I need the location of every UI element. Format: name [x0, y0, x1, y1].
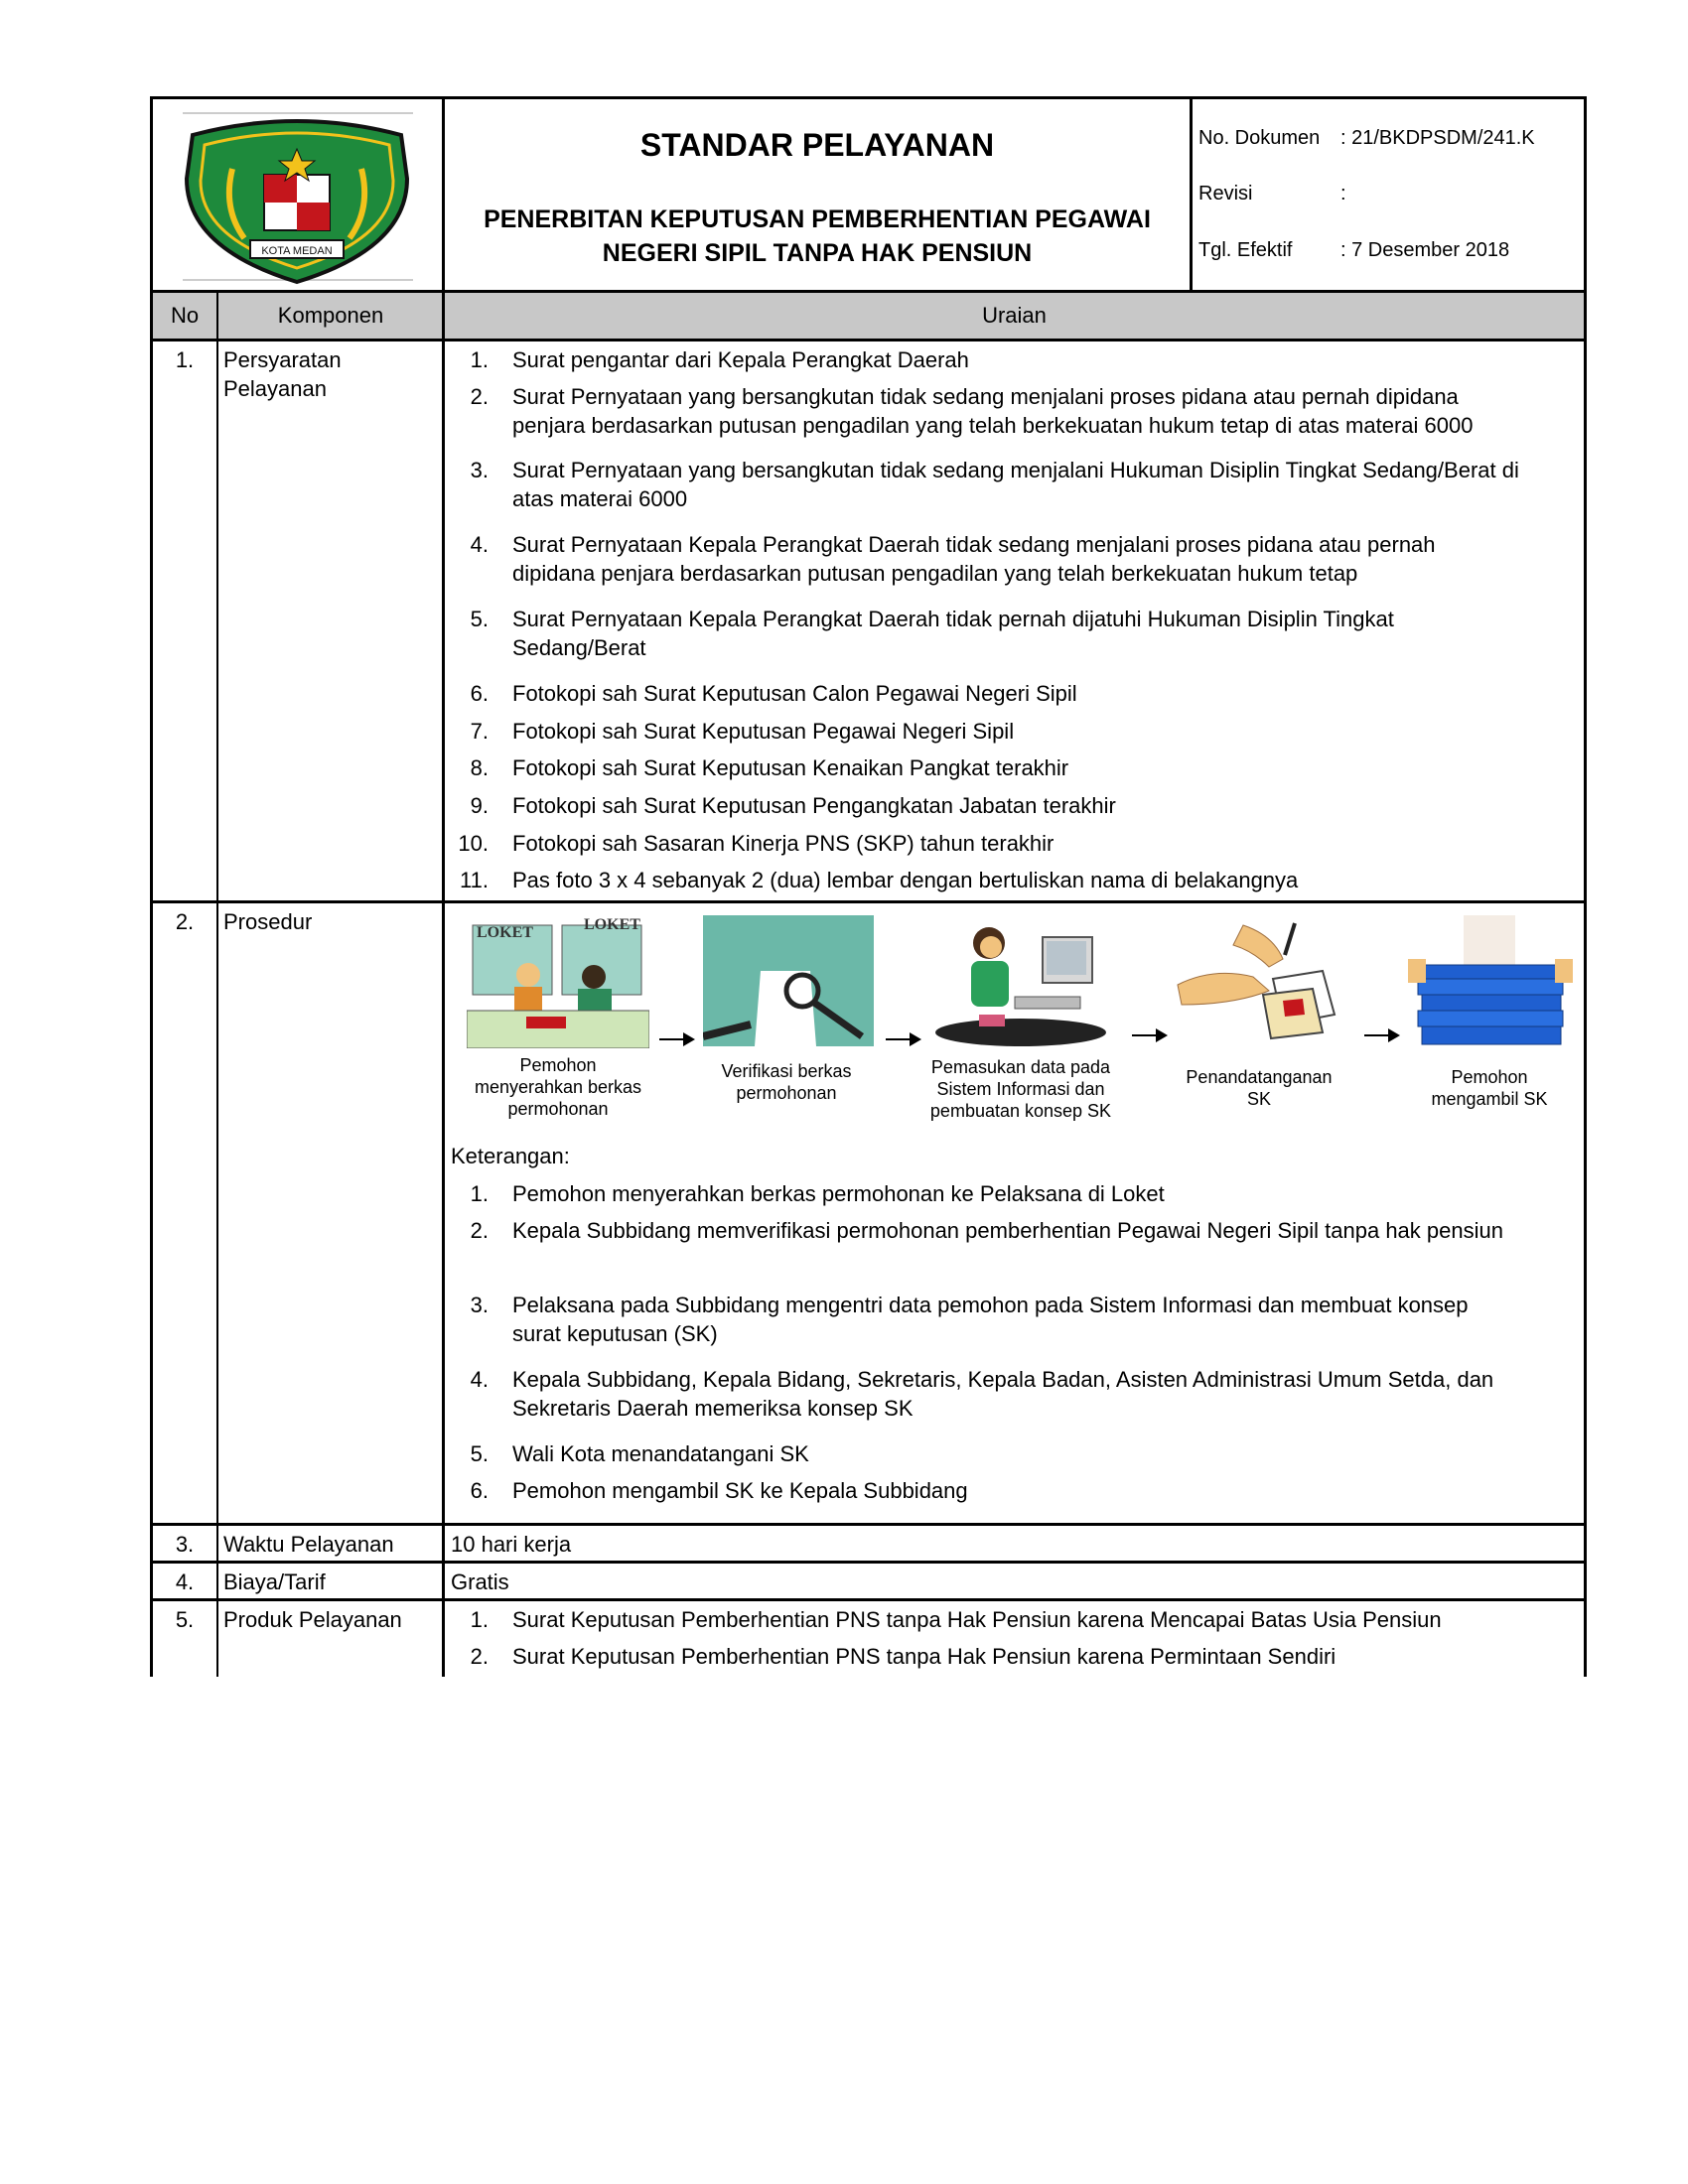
table-row-prosedur: 2. Prosedur LOKET LOKET Pemohon menyerahkan berkas permohonan Verifikasi berkas permohonan Pemasukan data pada Sistem Informasi dan pembuatan konsep SK Penandatanganan SK Pemohon mengambil SK Keterangan: 1. Pemohon menyerahkan berkas permohonan ke Pelaksana di Loket 2. Kepala Subbidang memverifikasi permohonan pemberhentian Pegawai Negeri Sipil tanpa hak pensiun 3. Pelaksana pada Subbidang mengentri data pemohon pada Sistem Informasi dan membuat konsep surat keputusan (SK) 4. Kepala Subbidang, Kepala Bidang, Sekretaris, Kepala Badan, Asisten Administrasi Umum Setda, dan Sekretaris Daerah memeriksa konsep SK 5. Wali Kota menandatangani SK 6. Pemohon mengambil SK ke Kepala Subbidang [153, 903, 1584, 1526]
header-no: No [170, 303, 200, 328]
header-uraian: Uraian [982, 303, 1047, 328]
subtitle-line: NEGERI SIPIL TANPA HAK PENSIUN [602, 239, 1033, 267]
flow-arrow [1132, 1034, 1166, 1036]
meta-row [1198, 127, 1535, 150]
table-row-waktu [153, 1526, 1584, 1564]
keterangan-label: Keterangan: [451, 1144, 570, 1168]
row-komponen [219, 345, 442, 403]
komponen-line: Pelayanan [223, 376, 327, 401]
meta-row [1198, 183, 1346, 205]
verification-magnifier-icon [703, 915, 874, 1046]
table-row-produk: 5. Produk Pelayanan 1. Surat Keputusan Pemberhentian PNS tanpa Hak Pensiun karena Mencapai Batas Usia Pensiun 2. Surat Keputusan Pemberhentian PNS tanpa Hak Pensiun karena Permintaan Sendiri [153, 1601, 1584, 1677]
step-caption: Penandatanganan SK [1186, 1067, 1333, 1109]
header-komponen: Komponen [277, 303, 384, 328]
row-number: 1. [175, 347, 195, 372]
signing-document-icon [1174, 915, 1344, 1046]
table-row-persyaratan: 1. Persyaratan Pelayanan 1. Surat pengantar dari Kepala Perangkat Daerah 2. Surat Pernyataan yang bersangkutan tidak sedang menjalani proses pidana atau pernah dipidana penjara berdasarkan putusan pengadilan yang telah berkekuatan hukum tetap di atas materai 6000 3. Surat Pernyataan yang bersangkutan tidak sedang menjalani Hukuman Disiplin Tingkat Sedang/Berat di atas materai 6000 4. Surat Pernyataan Kepala Perangkat Daerah tidak sedang menjalani proses pidana atau pernah dipidana penjara berdasarkan putusan pengadilan yang telah berkekuatan hukum tetap 5. Surat Pernyataan Kepala Perangkat Daerah tidak pernah dijatuhi Hukuman Disiplin Tingkat Sedang/Berat 6. Fotokopi sah Surat Keputusan Calon Pegawai Negeri Sipil 7. Fotokopi sah Surat Keputusan Pegawai Negeri Sipil 8. Fotokopi sah Surat Keputusan Kenaikan Pangkat terakhir 9. Fotokopi sah Surat Keputusan Pengangkatan Jabatan terakhir 10. Fotokopi sah Sasaran Kinerja PNS (SKP) tahun terakhir 11. Pas foto 3 x 4 sebanyak 2 (dua) lembar dengan bertuliskan nama di belakangnya [153, 341, 1584, 903]
row-komponen: Biaya/Tarif [223, 1570, 326, 1594]
row-komponen: Produk Pelayanan [223, 1607, 402, 1632]
row-komponen: Waktu Pelayanan [223, 1532, 394, 1557]
step-caption: Verifikasi berkas permohonan [721, 1061, 852, 1103]
meta-label: Tgl. Efektif [1198, 239, 1293, 261]
logo-caption: KOTA MEDAN [261, 245, 333, 257]
page-title: STANDAR PELAYANAN [639, 127, 995, 163]
procedure-flow [451, 903, 1584, 1132]
service-table [150, 293, 1587, 1677]
svg-text:LOKET: LOKET [584, 916, 640, 933]
meta-label: No. Dokumen [1198, 127, 1321, 149]
document-header [150, 96, 1587, 293]
row-value: Gratis [451, 1570, 509, 1594]
step-caption: Pemohon mengambil SK [1431, 1067, 1548, 1109]
table-row-biaya [153, 1564, 1584, 1601]
logo-cell [153, 99, 445, 290]
row-number: 4. [175, 1570, 195, 1594]
data-entry-computer-icon [931, 915, 1110, 1048]
meta-row [1198, 239, 1509, 262]
step-caption: Pemasukan data pada Sistem Informasi dan pembuatan konsep SK [929, 1057, 1112, 1121]
row-number: 3. [175, 1532, 195, 1557]
table-header [153, 293, 1584, 341]
row-number: 2. [175, 909, 195, 934]
title-cell [445, 99, 1193, 290]
document-meta [1193, 99, 1584, 290]
subtitle-line: PENERBITAN KEPUTUSAN PEMBERHENTIAN PEGAWAI [484, 205, 1151, 233]
flow-arrow [659, 1038, 693, 1040]
flow-arrow [886, 1038, 919, 1040]
page-subtitle [445, 203, 1190, 270]
row-number: 5. [175, 1607, 195, 1632]
meta-value: : 7 Desember 2018 [1340, 239, 1510, 261]
row-komponen: Prosedur [223, 909, 313, 934]
meta-value: : [1340, 183, 1346, 205]
meta-value: : 21/BKDPSDM/241.K [1340, 127, 1535, 149]
svg-text:LOKET: LOKET [477, 924, 533, 941]
standard-document [150, 96, 1587, 1677]
loket-counter-icon [467, 915, 649, 1048]
step-caption: Pemohon menyerahkan berkas permohonan [474, 1055, 642, 1119]
flow-arrow [1364, 1034, 1398, 1036]
komponen-line: Persyaratan [223, 347, 342, 372]
row-value: 10 hari kerja [451, 1532, 572, 1557]
file-stack-icon [1408, 915, 1573, 1046]
kota-medan-logo [153, 99, 442, 290]
meta-label: Revisi [1198, 183, 1253, 205]
